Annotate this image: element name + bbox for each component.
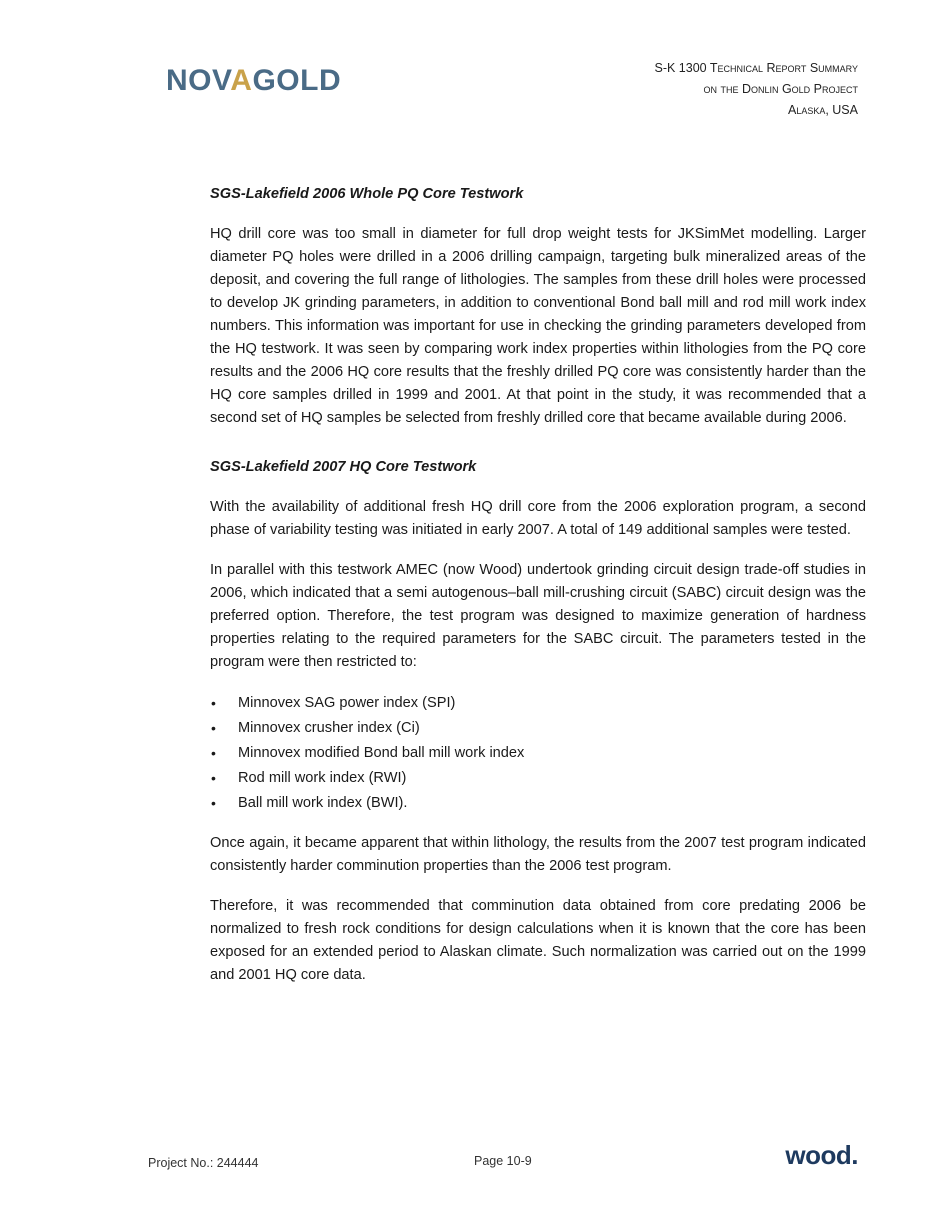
- list-item-text: Rod mill work index (RWI): [238, 770, 407, 786]
- section-heading-2006-pq: SGS-Lakefield 2006 Whole PQ Core Testwork: [210, 186, 524, 202]
- bullet-icon: •: [211, 795, 216, 811]
- report-title-block: [655, 58, 859, 121]
- page-number: Page 10-9: [474, 1154, 532, 1168]
- bullet-icon: •: [211, 770, 216, 786]
- bullet-icon: •: [211, 720, 216, 736]
- list-item: [210, 716, 866, 741]
- wood-logo: wood.: [785, 1140, 858, 1170]
- list-item-text: Minnovex crusher index (Ci): [238, 720, 420, 736]
- paragraph-parallel-testwork: In parallel with this testwork AMEC (now Wood) undertook grinding circuit design trade-off studies in 2006, which indicated that a semi autogenous–ball mill-crushing circuit (SABC) circuit design was the preferred option. Therefore, the test program was designed to maximize generation of hardness properties relating to the required parameters for the SABC circuit. The parameters tested in the program were then restricted to:: [210, 562, 866, 670]
- report-title-line-2: on the Donlin Gold Project: [703, 82, 858, 96]
- logo-text-end: GOLD: [252, 64, 342, 97]
- paragraph-normalization: Therefore, it was recommended that comminution data obtained from core predating 2006 be normalized to fresh rock conditions for design calculations when it is known that the core has been exposed for an extended period to Alaskan climate. Such normalization was carried out on the 1999 and 2001 HQ core data.: [210, 898, 866, 983]
- project-number: Project No.: 244444: [148, 1156, 259, 1170]
- document-body: [210, 183, 866, 1004]
- paragraph-hq-availability: With the availability of additional fresh HQ drill core from the 2006 exploration program, a second phase of variability testing was initiated in early 2007. A total of 149 additional samples were tested.: [210, 499, 866, 538]
- bullet-icon: •: [211, 745, 216, 761]
- list-item: [210, 691, 866, 716]
- list-item-text: Minnovex SAG power index (SPI): [238, 695, 456, 711]
- list-item: [210, 741, 866, 766]
- report-title-line-3: Alaska, USA: [787, 103, 858, 117]
- report-title-line-1: S-K 1300 Technical Report Summary: [654, 61, 858, 75]
- parameters-list: [210, 691, 866, 816]
- list-item-text: Minnovex modified Bond ball mill work index: [238, 745, 525, 761]
- novagold-logo: [166, 64, 341, 98]
- logo-accent-letter: A: [230, 64, 253, 97]
- section-heading-2007-hq: SGS-Lakefield 2007 HQ Core Testwork: [210, 459, 477, 475]
- paragraph-pq-core: HQ drill core was too small in diameter for full drop weight tests for JKSimMet modelling. Larger diameter PQ holes were drilled in a 2006 drilling campaign, targeting bulk mineralized areas of the deposit, and covering the full range of lithologies. The samples from these drill holes were processed to develop JK grinding parameters, in addition to conventional Bond ball mill and rod mill work index numbers. This information was important for use in checking the grinding parameters developed from the HQ testwork. It was seen by comparing work index properties within lithologies from the PQ core results and the 2006 HQ core results that the freshly drilled PQ core was consistently harder than the HQ core samples drilled in 1999 and 2001. At that point in the study, it was recommended that a second set of HQ samples be selected from freshly drilled core that became available during 2006.: [210, 226, 866, 426]
- list-item: [210, 766, 866, 791]
- bullet-icon: •: [211, 695, 216, 711]
- list-item: [210, 791, 866, 816]
- list-item-text: Ball mill work index (BWI).: [238, 795, 408, 811]
- logo-text-start: NOV: [166, 64, 231, 97]
- paragraph-2007-results: Once again, it became apparent that within lithology, the results from the 2007 test program indicated consistently harder comminution properties than the 2006 test program.: [210, 835, 866, 874]
